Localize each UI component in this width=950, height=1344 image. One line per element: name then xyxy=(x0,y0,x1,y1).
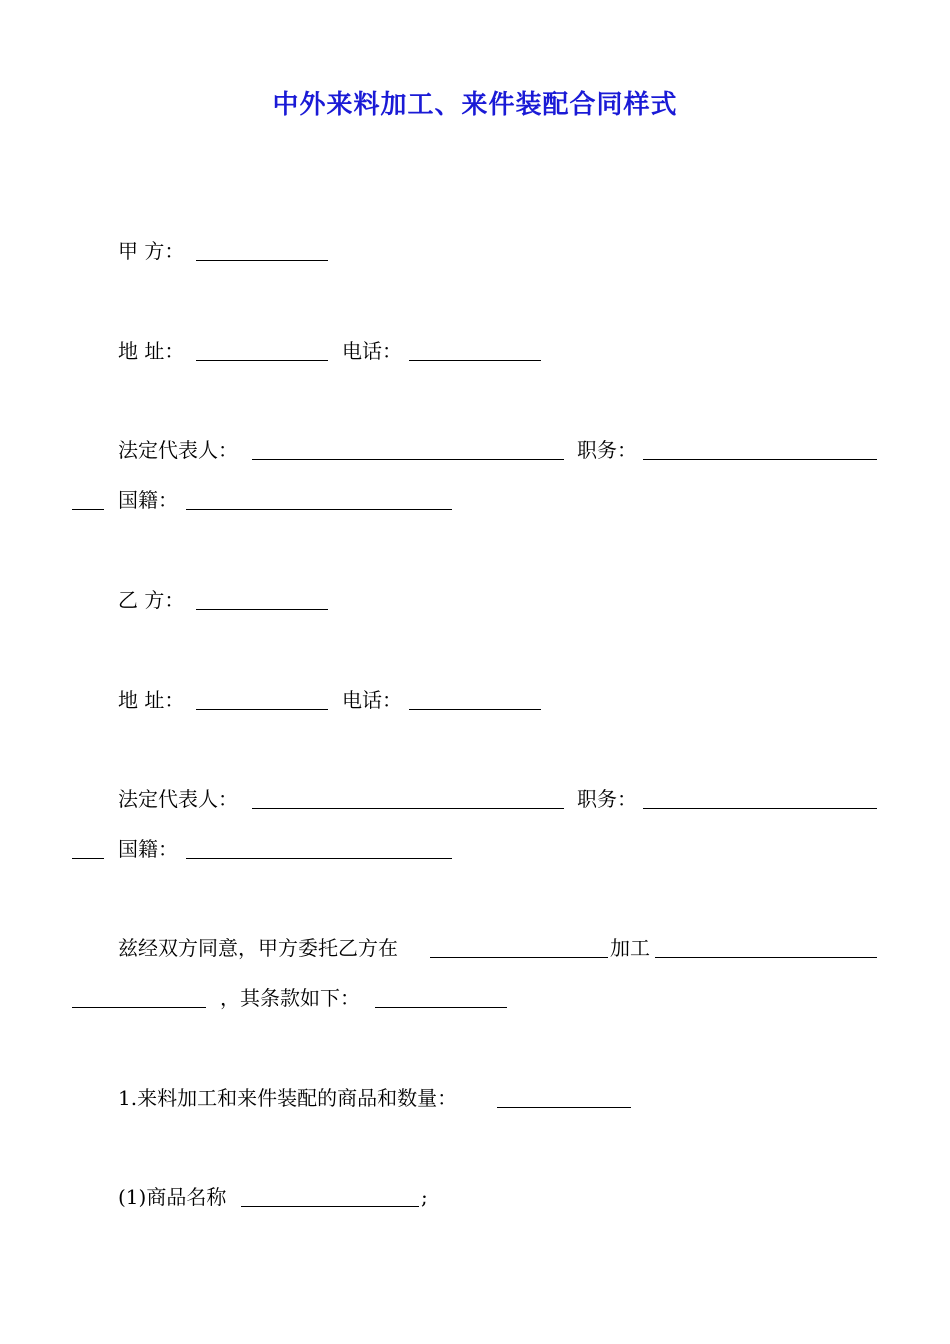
party-b-name-line xyxy=(0,585,950,615)
party-b-address-label: 地 址： xyxy=(118,688,185,712)
party-a-position-label: 职务： xyxy=(577,438,637,462)
party-a-name-blank xyxy=(196,260,328,261)
party-b-nationality-label: 国籍： xyxy=(118,837,178,861)
preamble-text-2: 加工 xyxy=(610,936,650,960)
party-b-position-label: 职务： xyxy=(577,787,637,811)
clause-1-blank xyxy=(497,1107,631,1108)
party-a-position-blank xyxy=(643,459,877,460)
party-b-position-blank-continued xyxy=(72,858,104,859)
preamble-text-3: ，其条款如下： xyxy=(220,986,360,1010)
party-b-representative-blank xyxy=(252,808,564,809)
party-a-phone-label: 电话： xyxy=(342,339,402,363)
party-b-position-blank xyxy=(643,808,877,809)
party-a-nationality-label: 国籍： xyxy=(118,488,178,512)
party-b-phone-blank xyxy=(409,709,541,710)
party-b-name-blank xyxy=(196,609,328,610)
item-1-label: (1)商品名称 xyxy=(118,1185,227,1209)
party-a-address-blank xyxy=(196,360,328,361)
preamble-text-1: 兹经双方同意，甲方委托乙方在 xyxy=(118,936,398,960)
item-1-line xyxy=(0,1182,950,1212)
party-a-address-label: 地 址： xyxy=(118,339,185,363)
party-a-nationality-line xyxy=(0,485,950,515)
preamble-line-2 xyxy=(0,983,950,1013)
party-b-representative-label: 法定代表人： xyxy=(118,787,238,811)
party-b-nationality-blank xyxy=(186,858,452,859)
party-a-address-line xyxy=(0,336,950,366)
clause-1-line xyxy=(0,1083,950,1113)
party-a-representative-blank xyxy=(252,459,564,460)
document-title: 中外来料加工、来件装配合同样式 xyxy=(272,90,678,120)
item-1-end: ; xyxy=(421,1185,428,1209)
party-a-name-label: 甲 方： xyxy=(118,239,185,263)
party-a-representative-label: 法定代表人： xyxy=(118,438,238,462)
party-b-phone-label: 电话： xyxy=(342,688,402,712)
party-a-representative-line xyxy=(0,435,950,465)
preamble-product-blank-continued xyxy=(72,1007,206,1008)
party-b-name-label: 乙 方： xyxy=(118,588,185,612)
party-b-address-line xyxy=(0,685,950,715)
preamble-product-blank xyxy=(655,957,877,958)
party-a-nationality-blank xyxy=(186,509,452,510)
preamble-end-blank xyxy=(375,1007,507,1008)
item-1-blank xyxy=(241,1206,419,1207)
party-b-address-blank xyxy=(196,709,328,710)
clause-1-text: 1.来料加工和来件装配的商品和数量： xyxy=(118,1086,458,1110)
party-a-name-line xyxy=(0,236,950,266)
party-a-position-blank-continued xyxy=(72,509,104,510)
party-b-representative-line xyxy=(0,784,950,814)
party-b-nationality-line xyxy=(0,834,950,864)
preamble-location-blank xyxy=(430,957,608,958)
party-a-phone-blank xyxy=(409,360,541,361)
preamble-line-1 xyxy=(0,933,950,963)
